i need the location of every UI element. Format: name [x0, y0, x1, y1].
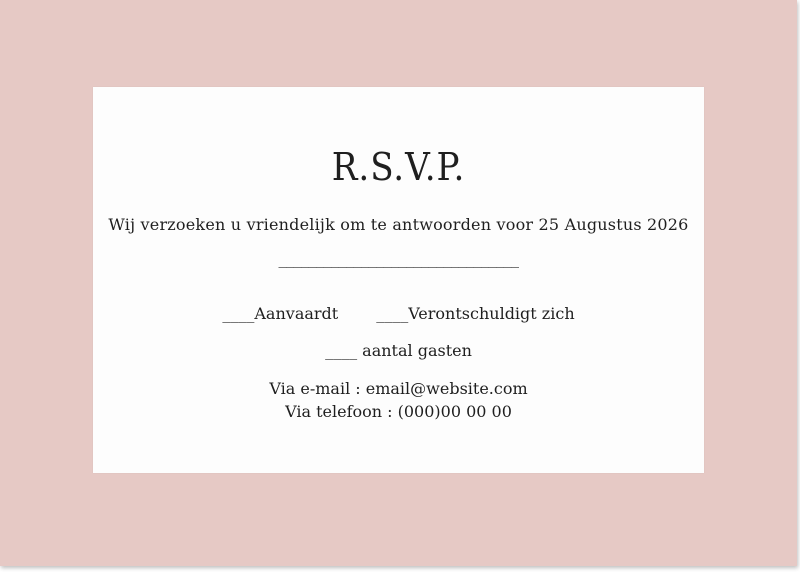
- name-blank-line: ________________________________: [278, 249, 519, 268]
- response-options: [93, 304, 704, 323]
- accept-option: ____Aanvaardt: [222, 304, 339, 323]
- rsvp-title: R.S.V.P.: [331, 145, 466, 189]
- phone-contact: Via telefoon : (000)00 00 00: [285, 402, 512, 421]
- rsvp-deadline-text: Wij verzoeken u vriendelijk om te antwoorden voor 25 Augustus 2026: [108, 215, 689, 234]
- email-contact: Via e-mail : email@website.com: [269, 379, 528, 398]
- decline-option: ____Verontschuldigt zich: [376, 304, 575, 323]
- rsvp-panel: [93, 87, 704, 473]
- guest-count-line: ____ aantal gasten: [325, 341, 472, 360]
